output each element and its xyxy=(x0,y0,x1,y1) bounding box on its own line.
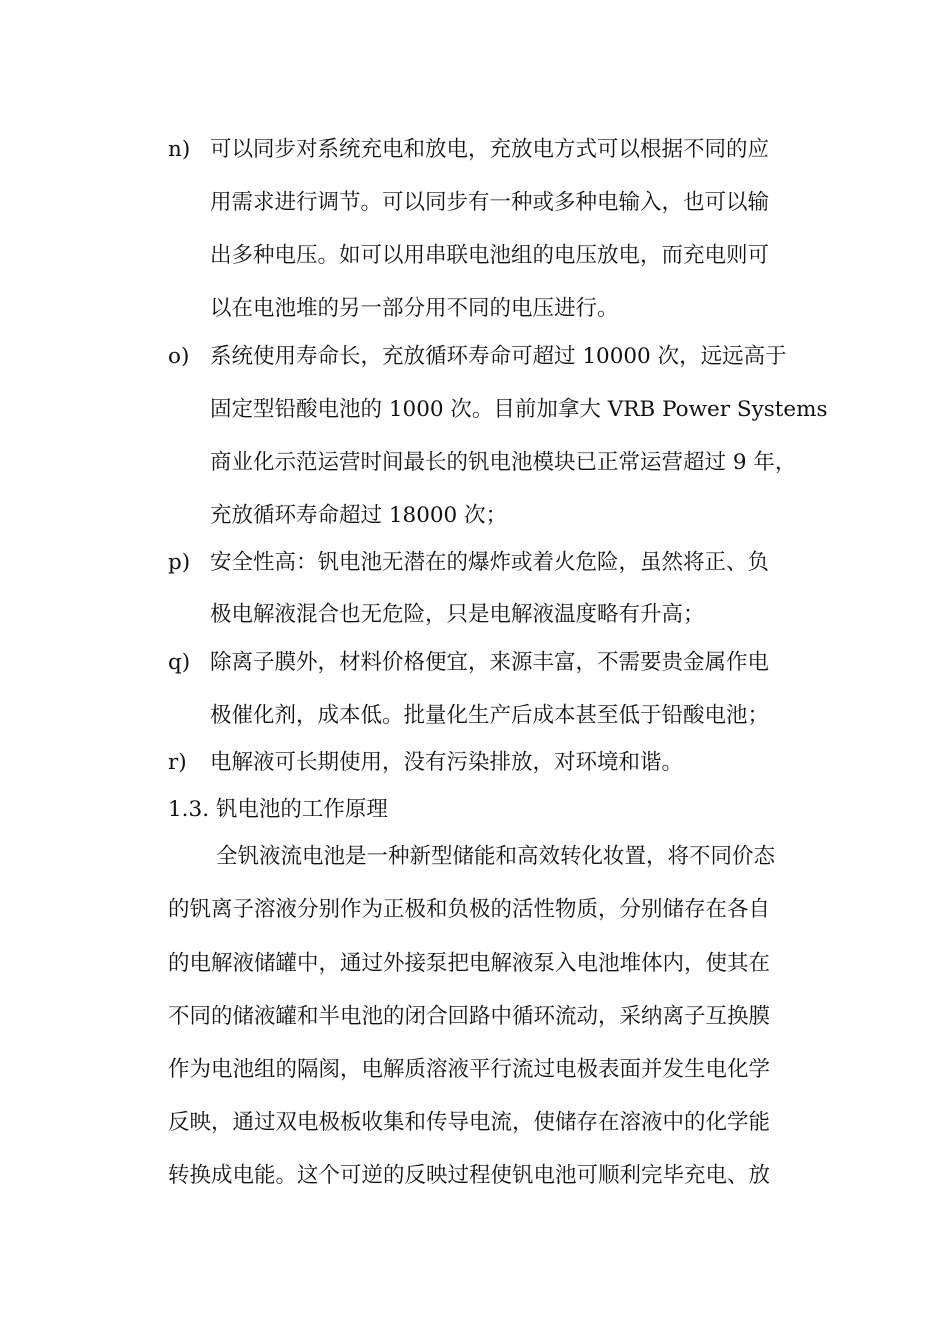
list-item-line: 用需求进行调节。可以同步有一种或多种电输入，也可以输 xyxy=(210,190,770,215)
list-item-line: 固定型铅酸电池的 1000 次。目前加拿大 VRB Power Systems xyxy=(210,397,828,422)
list-item-line: 商业化示范运营时间最长的钒电池模块已正常运营超过 9 年， xyxy=(210,450,797,475)
paragraph-line: 作为电池组的隔阂，电解质溶液平行流过电极表面并发生电化学 xyxy=(168,1057,771,1082)
paragraph-line: 不同的储液罐和半电池的闭合回路中循环流动，采纳离子互换膜 xyxy=(168,1004,771,1029)
list-marker: n) xyxy=(168,137,191,162)
list-item-line: 系统使用寿命长，充放循环寿命可超过 10000 次，远远高于 xyxy=(210,344,787,369)
list-item-line: 安全性高：钒电池无潜在的爆炸或着火危险，虽然将正、负 xyxy=(210,550,770,575)
list-item-line: 极催化剂，成本低。批量化生产后成本甚至低于铅酸电池； xyxy=(210,703,770,728)
list-item-line: 出多种电压。如可以用串联电池组的电压放电，而充电则可 xyxy=(210,243,770,268)
paragraph-line: 转换成电能。这个可逆的反映过程使钒电池可顺利完毕充电、放 xyxy=(168,1163,771,1188)
list-marker: p) xyxy=(168,550,191,575)
list-item-line: 可以同步对系统充电和放电，充放电方式可以根据不同的应 xyxy=(210,137,770,162)
list-item-line: 极电解液混合也无危险，只是电解液温度略有升高； xyxy=(210,602,705,627)
paragraph-line: 的钒离子溶液分别作为正极和负极的活性物质，分别储存在各自 xyxy=(168,897,771,922)
list-item-line: 充放循环寿命超过 18000 次； xyxy=(210,503,508,528)
list-item-line: 以在电池堆的另一部分用不同的电压进行。 xyxy=(210,296,619,321)
list-marker: r) xyxy=(168,750,187,775)
list-item-line: 电解液可长期使用，没有污染排放，对环境和谐。 xyxy=(210,750,684,775)
list-marker: o) xyxy=(168,344,190,369)
paragraph-line: 的电解液储罐中，通过外接泵把电解液泵入电池堆体内，使其在 xyxy=(168,951,771,976)
paragraph-line: 全钒液流电池是一种新型储能和高效转化妆置，将不同价态 xyxy=(216,844,776,869)
paragraph-line: 反映，通过双电极板收集和传导电流，使储存在溶液中的化学能 xyxy=(168,1110,771,1135)
section-heading: 1.3. 钒电池的工作原理 xyxy=(168,797,388,822)
list-item-line: 除离子膜外，材料价格便宜，来源丰富，不需要贵金属作电 xyxy=(210,650,770,675)
list-marker: q) xyxy=(168,650,191,675)
